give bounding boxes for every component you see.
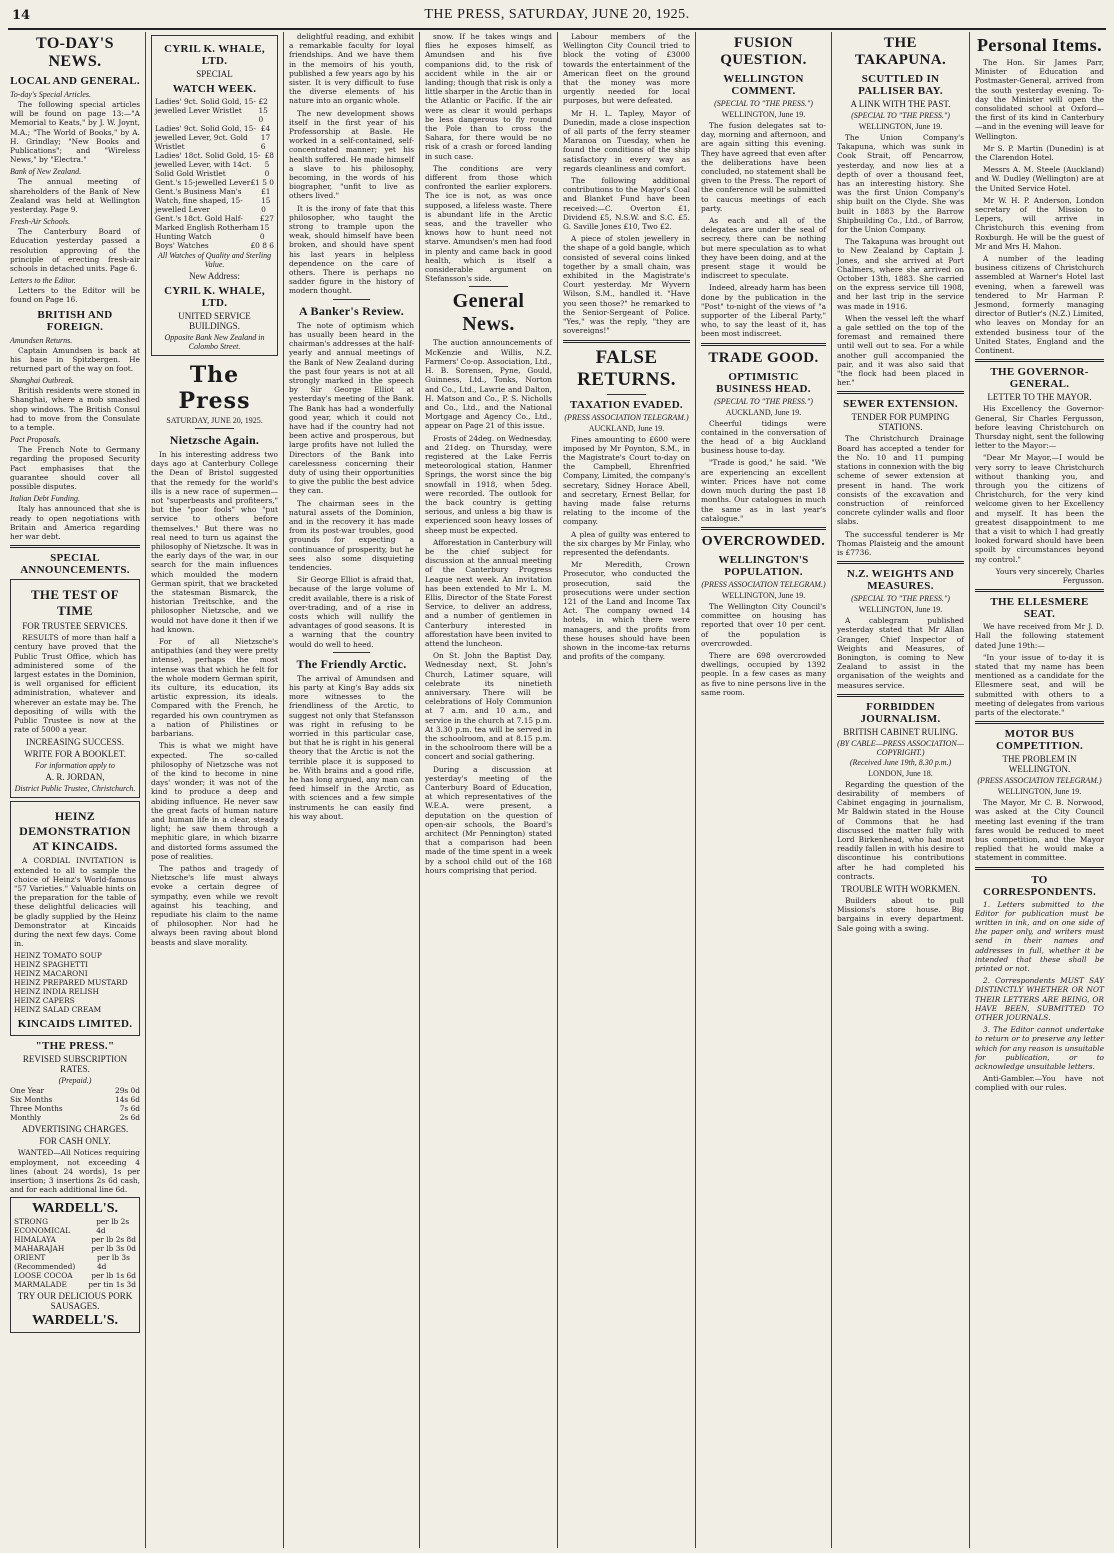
heinz-advert [10,801,140,1036]
rates-table [10,1086,140,1122]
article-paragraph: Messrs A. M. Steele (Auckland) and W. Dudley (Wellington) are at the United Service Hotel. [975,165,1104,193]
wardells-advert [10,1197,140,1333]
product-line: HEINZ PREPARED MUSTARD [14,978,128,988]
leader-paragraph: The pathos and tragedy of Nietzsche's life must always evoke a certain degree of sympathy, even while we revolt against his teaching, and repudiate his claim to the name of philosopher. Nor had he always been raving about blond beasts and slave morality. [151,863,278,947]
item-text: Captain Amundsen is back at his base in Spitzbergen. He returned part of the way on foot. [10,345,140,374]
news-index-foreign [10,336,140,541]
article-source: (PRESS ASSOCIATION TELEGRAM.) [564,412,689,422]
article-source: (BY CABLE—PRESS ASSOCIATION—COPYRIGHT.) [837,738,964,757]
item-head: Letters to the Editor. [10,276,76,286]
advert-firm: CYRIL K. WHALE, LTD. [164,43,265,67]
divider [195,428,233,429]
column-7 [833,32,968,1548]
divider [701,343,826,346]
divider [975,867,1104,870]
article-paragraph: "Trade is good," he said. "We are experiencing an excellent winter. Prices have not come down much during the past 18 months. Our catalogues in much the same as in last year's catalogue." [701,458,826,523]
article-source: (SPECIAL TO "THE PRESS.") [714,396,813,406]
press-rates-title: "THE PRESS." [35,1040,115,1053]
leader-title: Nietzsche Again. [169,433,260,447]
news-paragraph: Frosts of 24deg. on Wednesday, and 21deg. on Thursday, were registered at the Lake Ferris meteorological station, Hanmer Springs, the worst since the big snowfall in 1918, when 5deg. were recorded. The outlook for the back country is getting serious, and unless a big thaw is experienced soon heavy losses of sheep must be expected. [425,433,552,535]
rate-row: Six Months 14s 6d [10,1095,140,1105]
subsection-heading: BRITISH AND FOREIGN. [37,308,113,333]
advert-title: TROUBLE WITH WORKMEN. [841,883,960,894]
subsection-heading: LOCAL AND GENERAL. [10,75,140,87]
article-title: TRADE GOOD. [708,349,819,366]
leader-paragraph: It is the irony of fate that this philosopher, who taught the strong to trample upon the weak, should himself have been broken, and should have spent his last years in helpless dependence on the care of others. There is perhaps no sadder figure in the history of modern thought. [289,203,414,296]
item-head: Bank of New Zealand. [10,167,82,177]
news-paragraph: Afforestation in Canterbury will be the chief subject for discussion at the annual meeting of the Canterbury Progress League next week. An invitation has been extended to Mr L. M. Ellis, Director of the State Forest Service, to deliver an address, and a number of gentlemen in Canterbury interested in afforestation have been invited to attend the luncheon. [425,537,553,648]
news-paragraph: On St. John the Baptist Day, Wednesday next, St. John's Church, Latimer square, will celebrate its ninetieth anniversary. There will be celebrations of Holy Communion at 7 a.m. and 10 a.m., and service in the church at 7.15 p.m. At 3.30 p.m. tea will be served in the schoolroom, and at 8.15 p.m. in the schoolroom there will be a concert and social gathering. [425,651,552,762]
divider [333,299,371,300]
advert-footer: WRITE FOR A BOOKLET. [24,749,126,760]
product-line: HEINZ SPAGHETTI [14,960,89,970]
article-subtitle: WELLINGTON COMMENT. [723,73,804,97]
divider [333,652,371,653]
divider [837,391,964,394]
advert-special: SPECIAL [196,69,233,79]
article-paragraph: The chairman sees in the natural assets of the Dominion, and in the recovery it has made from its post-war troubles, good grounds for expecting a continuance of prosperity, but he sees also some disquieting tendencies. [289,498,414,572]
article-paragraph: The Hon. Sir James Parr, Minister of Education and Postmaster-General, arrived from the south yesterday evening. To-day the Minister will open the consolidated school at Oxford—the first of its kind in Canterbury—and in the evening will leave for Wellington. [975,58,1104,141]
rates-heading: REVISED SUBSCRIPTION RATES. [22,1054,128,1075]
article-signature: Yours very sincerely, Charles Fergusson. [995,566,1104,585]
column-rule [831,32,832,1548]
article-paragraph: His Excellency the Governor-General, Sir Charles Fergusson, before leaving Christchurch on Thursday night, sent the following letter to the Mayor:— [975,404,1104,451]
article-paragraph: The fusion delegates sat to-day, morning and afternoon, and are again sitting this evening. They have agreed that even after the deliberations have been concluded, no statement shall be given to the Press. The report of the conference will be submitted to caucus meetings of each party. [701,121,826,213]
item-text: Letters to the Editor will be found on Page 16. [10,286,140,305]
article-subtitle: THE PROBLEM IN WELLINGTON. [1002,754,1077,775]
divider [837,561,964,564]
advert-title: THE TEST OF TIME [30,587,120,619]
leader-paragraph: This is what we might have expected. The so-called philosophy of Nietzsche was not of the kind to become in nine days' wonder; it was not of the kind to produce a deep and abiding influence. He never saw the great facts of human nature and human life in a clear, steady light; he saw them through a mephitic glare, in which bizarre and distorted forms assumed the pose of realities. [151,741,278,861]
article-title: FALSE RETURNS. [577,346,676,390]
column-rule [419,32,420,1548]
article-source: (SPECIAL TO "THE PRESS.") [851,111,950,120]
advert-role: District Public Trustee, Christchurch. [14,784,136,794]
tea-row: HIMALAYA per lb 2s 8d [14,1235,136,1245]
product-line: HEINZ MACARONI [14,969,88,979]
article-subtitle: SCUTTLED IN PALLISER BAY. [858,73,943,97]
watch-item: Ladies' 9ct. Solid Gold, 15-jewelled Lever Wristlet £2 15 0 [155,97,268,124]
article-paragraph: The successful tenderer is Mr Thomas Plaisteig and the amount is £7736. [837,529,964,557]
column-8 [971,32,1108,1548]
article-dateline: WELLINGTON, June 19. [997,787,1082,797]
watch-item: Gent.'s Business Man's Watch, fine shaped, 15-jewelled Lever £1 15 0 [155,187,271,214]
article-title: N.Z. WEIGHTS AND MEASURES. [846,568,955,593]
item-text: The annual meeting of shareholders of the Bank of New Zealand was held at Wellington yesterday. Page 9. [10,177,140,215]
article-title: FORBIDDEN JOURNALISM. [860,700,941,725]
advert-footer: KINCAIDS LIMITED. [17,1018,133,1031]
article-subtitle: BRITISH CABINET RULING. [843,726,958,737]
divider [975,589,1104,592]
tea-row: MAHARAJAH per lb 3s 0d [14,1244,136,1254]
advert-brand: WARDELL'S. [32,1313,118,1329]
article-paragraph: Cheerful tidings were contained in the conversation of the head of a big Auckland business house to-day. [701,418,826,456]
watch-item: Ladies' 18ct. Solid Gold, 15-jewelled Lever, with 14ct. Solid Gold Wristlet £8 5 0 [155,151,274,178]
news-paragraph: The following additional contributions to the Mayor's Coal and Blanket Fund have been received:—C. Overton £1, Dividend £5, N.S.W. and S.C. £5. G. Saville Jones £10, Two £2. [563,176,690,232]
address-note: Opposite Bank New Zealand in Colombo Street. [164,333,265,351]
column-4 [421,32,556,1548]
column-2 [147,32,282,1548]
item-text: The Canterbury Board of Education yesterday passed a resolution approving of the principle of erecting fresh-air schools in detached units. Page 6. [10,227,140,274]
article-title: SEWER EXTENSION. [843,398,958,411]
column-rule [695,32,696,1548]
product-line: HEINZ CAPERS [14,996,75,1006]
article-title: THE ELLESMERE SEAT. [990,596,1089,621]
article-paragraph: A number of the leading business citizens of Christchurch assembled at Warner's Hotel last evening, when a farewell was tendered to Mr Harman P. Jesmond, formerly managing director of Butler's (N.Z.) Limited, who leaves on Monday for an extended business tour of the United States, England and the Continent. [975,254,1104,356]
article-dateline: AUCKLAND, June 19. [725,407,802,417]
tea-row: MARMALADE per tin 1s 3d [14,1280,136,1290]
article-source: (PRESS ASSOCIATION TELEGRAM.) [701,579,826,589]
address-label: New Address: [189,271,240,281]
column-5 [559,32,694,1548]
address: UNITED SERVICE BUILDINGS. [178,311,251,331]
item-text: The French Note to Germany regarding the proposed Security Pact emphasises that the guarantee should cover all possible disputes. [10,445,140,492]
subsection-heading: SPECIAL ANNOUNCEMENTS. [20,552,130,577]
leader-paragraph: delightful reading, and exhibit a remarkable faculty for loyal friendships. And we have them in the memoirs of his youth, published a few years ago by his sister. It is very difficult to fuse the diverse elements of his nature into an organic whole. [289,32,414,106]
divider [10,545,140,548]
article-paragraph: The Union Company's Takapuna, which was sunk in Cook Strait, off Pencarrow, yesterday, and now lies at a depth of over a thousand feet, has an interesting history. She was the first Union Company's ship built on the Clyde. She was built in 1883 by the Barrow Shipbuilding Co., Ltd., of Barrow, for the Union Company. [837,133,964,235]
divider [469,286,507,287]
article-paragraph: The conditions are very different from those which confronted the earlier explorers. The ice is not, as was once supposed, a lifeless waste. There is abundant life in the Arctic seas, and the traveller who knows how to hunt need not starve. Amundsen's men had food in plenty and came back in good health, which is itself a considerable argument on Stefansson's side. [425,163,552,284]
rule-paragraph: 2. Correspondents MUST SAY DISTINCTLY WHETHER OR NOT THEIR LETTERS ARE BEING, OR HAVE BEEN, SUBMITTED TO OTHER JOURNALS. [975,976,1104,1023]
article-dateline: WELLINGTON, June 19. [858,605,943,615]
general-news-title: General News. [452,290,525,336]
divider [975,359,1104,362]
section-heading: TO-DAY'S NEWS. [36,35,114,70]
article-title: THE GOVERNOR-GENERAL. [990,366,1089,391]
article-subtitle: WELLINGTON'S POPULATION. [718,553,809,578]
rate-row: Monthly 2s 6d [10,1113,140,1123]
column-rule [557,32,558,1548]
article-title: A Banker's Review. [298,303,405,318]
leader-paragraph: The new development shows itself in the first year of his Professorship at Basle. He worked in a self-contained, self-concentrated manner; yet his health suffered. He made himself a slave to his philosophy, becoming, in the words of his biographer, "unfit to live as others lived." [289,108,414,201]
article-subtitle: A LINK WITH THE PAST. [850,99,951,109]
article-paragraph: Indeed, already harm has been done by the publication in the "Post" to-night of the views of "a supporter of the Liberal Party," who, to say the least of it, has been most indiscreet. [701,283,826,339]
article-received: (Received June 19th, 8.30 p.m.) [849,757,952,767]
watch-item: Gent.'s 18ct. Gold Half-Marked English Rotherham Hunting Watch £27 15 0 [155,214,274,241]
watch-item: Ladies' 9ct. Solid Gold, 15-jewelled Lever, 9ct. Gold Wristlet £4 17 6 [155,124,271,151]
item-text: Italy has announced that she is ready to open negotiations with Britain and America regarding her war debt. [10,504,140,541]
advert-info: For information apply to [35,761,115,771]
article-title: FUSION QUESTION. [720,35,807,68]
watch-item: Gent.'s 15-jewelled Lever £1 5 0 [155,178,274,187]
watch-item: Boys' Watches £0 8 6 [155,241,274,250]
divider [975,721,1104,724]
column-rule [969,32,970,1548]
article-title: TO CORRESPONDENTS. [983,873,1096,898]
tea-row: ORIENT (Recommended) per lb 3s 4d [14,1253,130,1272]
column-rule [283,32,284,1548]
article-paragraph: Regarding the question of the desirability of members of Cabinet engaging in journalism, Mr Baldwin stated in the House of Commons that he had discussed the matter fully with Lord Birkenhead, who had most readily fallen in with his desire to discontinue his contributions after he had completed his contracts. [837,779,964,881]
article-dateline: LONDON, June 18. [868,768,933,778]
article-paragraph: The arrival of Amundsen and his party at King's Bay adds six more witnesses to the friendliness of the Arctic, to suggest not only that Stefansson was right in refusing to be worried in this particular case, but that he is right in his general theory that the Arctic is not the terrible place it is supposed to be. With brains and a good rifle, he has long argued, any man can feed himself in the Arctic, as with sciences and a few simple instruments he can easily find his way about. [289,673,414,821]
advert-title: HEINZ DEMONSTRATION AT KINCAIDS. [19,809,131,854]
advert-text: A CORDIAL INVITATION is extended to all to sample the choice of Heinz's World-famous "57 Varieties." Valuable hints on the preparation for the table of these delightful delicacies will be gladly supplied by the Heinz Demonstrator at Kincaids during the next few days. Come in. [14,856,136,949]
news-paragraph: A piece of stolen jewellery in the shape of a gold bangle, which consisted of several coins linked together by a small chain, was exhibited in the Magistrate's Court yesterday. Mr Wyvern Wilson, S.M., handled it. "Have you seen those?" he remarked to the Senior-Sergeant of Police. "Yes," was the reply, "they are sovereigns!" [563,234,690,336]
rule-paragraph: 3. The Editor cannot undertake to return or to preserve any letter which for any reason is unsuitable for publication, or to acknowledge unsuitable letters. [975,1025,1104,1072]
reply-note: Anti-Gambler.—You have not complied with our rules. [975,1074,1104,1093]
article-paragraph: The note of optimism which has usually been heard in the chairman's addresses at the half-yearly and annual meetings of the Bank of New Zealand during the past four years is not at all strongly marked in the speech by Sir George Elliot at yesterday's meeting of the Bank. The Bank has had a wonderfully good year, which it could not have had if the country had not been active and prosperous, but large profits have not lulled the Directors of the Bank into carelessness concerning their duty of using their opportunities to give the public the best advice they can. [289,320,414,496]
masthead [8,6,1106,30]
article-subtitle: OPTIMISTIC BUSINESS HEAD. [716,370,811,395]
cash-heading: FOR CASH ONLY. [39,1136,111,1147]
news-paragraph: During a discussion at yesterday's meeting of the Canterbury Board of Education, at which representatives of the W.E.A. were present, a deputation on the question of open-air schools, the Board's architect (Mr Pennington) stated that a comparison had been made of the time spent in a week by a school child out of the 168 hours comprising that period. [425,764,552,875]
article-paragraph: Mr W. H. P. Anderson, London secretary of the Mission to Lepers, will arrive in Christchurch this evening from Roxburgh. He will be the guest of Mr and Mrs H. Mahon. [975,195,1104,251]
article-paragraph: A cablegram published yesterday stated that Mr Allan Granger, Chief Inspector of Weights and Measures, of Bonington, is coming to New Zealand to assist in the organisation of the weights and measures service. [837,616,964,690]
article-paragraph: The Wellington City Council's committee on housing has reported that over 10 per cent. of the population is overcrowded. [701,601,826,648]
column-1 [6,32,144,1548]
article-paragraph: snow. If he takes wings and flies he exposes himself, as Amundsen and his five companions did, to the risk of accident while in the air or landing; though that risk is only a little sharper in the Arctic than in the Atlantic or Pacific. If the air were as clear it would perhaps be less dangerous to fly round the Pole than to cross the Sahara, for there would be no risk of a crash or forced landing in such case. [425,32,552,161]
cash-text: WANTED—All Notices requiring employment, not exceeding 4 lines (about 24 words), 1s per insertion; 3 insertions 2s 6d cash, and for each additional line 6d. [10,1148,140,1195]
advert-note: All Watches of Quality and Sterling Value. [157,251,272,269]
article-paragraph: Mr S. P. Martin (Dunedin) is at the Clarendon Hotel. [975,143,1104,163]
article-subtitle: TAXATION EVADED. [570,398,683,411]
article-paragraph: As each and all of the delegates are under the seal of secrecy, there can be nothing but mere speculation as to what they have been doing, and at the present stage it would be indiscreet to speculate. [701,216,826,281]
item-head: Pact Proposals. [10,435,61,445]
article-source: (SPECIAL TO "THE PRESS.") [851,594,950,604]
item-head: Amundsen Returns. [10,335,73,345]
news-paragraph: Labour members of the Wellington City Council tried to block the voting of £3000 towards the entertainment of the American fleet on the ground that the money was more urgently needed for local purposes, but were defeated. [563,32,690,106]
advert-text: RESULTS of more than half a century have proved that the Public Trust Office, which has administered some of the largest estates in the Dominion, is well organised for efficient administration, whatever and wherever an estate may be. The depositing of wills with the Public Trustee is now at the rate of 5000 a year. [14,633,136,735]
advert-title: WARDELL'S. [32,1201,118,1217]
article-dateline: WELLINGTON, June 19. [721,590,806,600]
column-3 [285,32,418,1548]
article-paragraph: We have received from Mr J. D. Hall the following statement dated June 19th:— [975,622,1104,650]
advert-firm: CYRIL K. WHALE, LTD. [164,285,265,309]
article-paragraph: "Dear Mr Mayor,—I would be very sorry to leave Christchurch without thanking you, and through you the citizens of Christchurch, for the very kind welcome given to her Excellency and myself. It has been the greatest disappointment to me that a visit to which I had greatly looked forward should have been spoilt by circumstances beyond my control." [975,453,1104,564]
divider [563,340,690,343]
article-paragraph: Mr Meredith, Crown Prosecutor, who conducted the prosecution, said the prosecutions were under section 121 of the Land and Income Tax Act. The company owned 14 hotels, in which there were managers, and the profits from these houses should have been shown in the income-tax returns and profits of the company. [563,560,690,662]
divider [607,394,645,395]
masthead-title: THE PRESS, SATURDAY, JUNE 20, 1925. [424,7,690,22]
article-title: MOTOR BUS COMPETITION. [995,728,1084,753]
advert-subtitle: FOR TRUSTEE SERVICES. [22,621,128,632]
advert-footer: TRY OUR DELICIOUS PORK SAUSAGES. [17,1291,133,1312]
rate-row: Three Months 7s 6d [10,1104,140,1114]
product-line: HEINZ SALAD CREAM [14,1005,102,1015]
article-paragraph: Fines amounting to £600 were imposed by Mr Poynton, S.M., in the Magistrate's Court to-day on the Campbell, Ehrenfried Company, Limited, the company's secretary, Sidney Horace Abell, and secretary, Ernest Bellar, for having made false returns relating to the income of the company. [563,434,690,527]
advertising-heading: ADVERTISING CHARGES. [21,1124,129,1135]
divider [837,694,964,697]
tea-row: LOOSE COCOA per lb 1s 6d [14,1271,136,1281]
advert-text: Builders about to pull Missions's store house. Big bargains in every department. Sale going with a swing. [837,895,964,933]
rule-paragraph: 1. Letters submitted to the Editor for publication must be written in ink, and on one side of the paper only, and writers must send in their names and addresses in full, whether it be intended that these shall be printed or not. [975,899,1104,974]
item-head: Fresh-Air Schools. [10,217,71,227]
product-line: HEINZ INDIA RELISH [14,987,99,997]
article-title: The Friendly Arctic. [296,656,407,671]
article-dateline: WELLINGTON, June 19. [721,110,806,119]
article-paragraph: The Takapuna was brought out to New Zealand by Captain J. Jones, and she arrived at Port Chalmers, where she arrived on October 13th, 1883. She carried on the express service till 1908, and her last trip in the service was made in 1916. [837,237,964,311]
article-dateline: AUCKLAND, June 19. [588,423,665,433]
article-source: (PRESS ASSOCIATION TELEGRAM.) [977,776,1102,786]
leader-date: SATURDAY, JUNE 20, 1925. [166,416,263,425]
item-text: British residents were stoned in Shanghai, where a mob smashed shop windows. The British Consul had to move from the Consulate to a temple. [10,386,140,433]
article-title: Personal Items. [977,35,1102,55]
article-subtitle: TENDER FOR PUMPING STATIONS. [851,412,950,433]
article-paragraph: There are 698 overcrowded dwellings, occupied by 1392 people. In a few cases as many as five to nine persons live in the same room. [701,650,826,697]
divider [701,527,826,530]
news-paragraph: The auction announcements of McKenzie and Willis, N.Z. Farmers' Co-op. Association, Ltd., H. B. Sorensen, Pyne, Gould, Guinness, Ltd., Tonks, Norton and Co., Ltd., Lawrie and Dalton, H. Matson and Co., P. S. Nicholls and Co., Ltd., and the National Mortgage and Agency Co., Ltd., appear on Page 21 of this issue. [425,338,552,431]
page-number: 14 [12,8,31,23]
article-source: (SPECIAL TO "THE PRESS.") [714,99,813,108]
article-paragraph: "In your issue of to-day it is stated that my name has been mentioned as a candidate for the Ellesmere seat, and will be submitted with others to a meeting of delegates from various parts of the electorate." [975,652,1104,717]
column-6 [697,32,830,1548]
news-paragraph: Mr H. L. Tapley, Mayor of Dunedin, made a close inspection of all parts of the ferry steamer Maranoa on Tuesday, when he found the conditions of the ship satisfactory in every way as regards cleanliness and comfort. [563,108,690,173]
advert-name: A. R. JORDAN, [45,772,105,783]
rates-sub: (Prepaid.) [58,1076,92,1086]
article-title: THE TAKAPUNA. [854,35,947,68]
tea-row: STRONG ECONOMICAL per lb 2s 4d [14,1217,130,1236]
article-paragraph: When the vessel left the wharf a gale settled on the top of the foremast and remained there until well out to sea. For a while another gull accompanied the pair, and it was also said that "the flock had been placed in her." [837,313,964,388]
article-title: OVERCROWDED. [701,533,826,549]
article-subtitle: LETTER TO THE MAYOR. [987,392,1092,403]
item-head: Shanghai Outbreak. [10,376,75,386]
newspaper-logo: The Press [178,362,251,414]
article-paragraph: The Mayor, Mr C. B. Norwood, was asked at the City Council meeting last evening if the tram fares would be reduced to meet bus competition, and the Mayor replied that he would make a statement in committee. [975,798,1104,863]
leader-paragraph: For of all Nietzsche's antipathies (and they were pretty intense), perhaps the most intense was that which he felt for the whole modern German spirit, its culture, its education, its artistic expression, its ideals. Compared with the French, he regarded his own countrymen as a nation of Philistines or barbarians. [151,637,278,739]
item-text: The following special articles will be found on page 13:—"A Memorial to Keats," by J. W. Joynt, M.A.; "The World of Books," by A. H. Grindlay; "New Books and Publications"; and "Wireless News," by "Electra." [10,100,140,165]
article-paragraph: The Christchurch Drainage Board has accepted a tender for the No. 10 and 11 pumping stations in connexion with the big scheme of sewer extension at present in hand. The work consists of the excavation and construction of reinforced concrete cylinder walls and floor slabs. [837,434,964,527]
news-index-local [10,90,140,305]
whale-advert [151,35,278,356]
leader-paragraph: In his interesting address two days ago at Canterbury College the Dean of Bristol suggested that the remedy for the world's ills is a new race of supermen—not "superbeasts and profiteers," but the "poor fools" who "put service to others before themselves." But there was no real need to turn us against the philosophy of Nietzsche. It was in the early days of the war, in our search for the main influences which moulded the modern German spirit, that we bracketed the statesman Bismarck, the historian Treitschke, and the philosopher Nietzsche, and we would not have done it then if we had known. [151,450,278,634]
public-trust-advert [10,579,140,798]
product-line: HEINZ TOMATO SOUP [14,951,102,961]
advert-title: WATCH WEEK. [172,83,257,95]
article-dateline: WELLINGTON, June 19. [858,122,943,131]
rate-row: One Year 29s 0d [10,1086,140,1096]
article-paragraph: Sir George Elliot is afraid that, because of the large volume of credit available, there is a risk of over-trading, and of a rise in costs which will nullify the advantages of good seasons. It is a warning that the country would do well to heed. [289,575,414,649]
item-head: Italian Debt Funding. [10,494,80,504]
item-head: To-day's Special Articles. [10,90,92,99]
advert-footer: INCREASING SUCCESS. [25,737,125,748]
article-paragraph: A plea of guilty was entered to the six charges by Mr Finlay, who represented the defendants. [563,529,690,557]
column-rule [145,32,146,1548]
